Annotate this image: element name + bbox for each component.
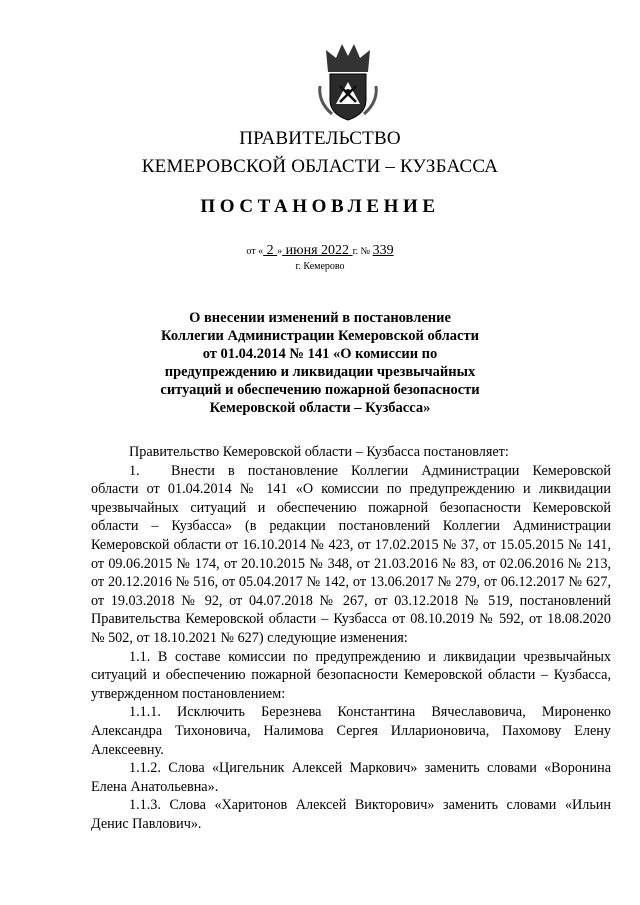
paragraph-1: [91, 462, 611, 648]
document-body: [91, 443, 611, 833]
date-number-line: [0, 243, 640, 259]
title-line: ситуаций и обеспечению пожарной безопасности: [160, 382, 480, 398]
date-prefix: от «: [246, 246, 264, 257]
government-name-line2: КЕМЕРОВСКОЙ ОБЛАСТИ – КУЗБАССА: [141, 156, 499, 177]
title-line: О внесении изменений в постановление: [189, 310, 451, 326]
paragraph-1-number: 1.: [129, 462, 140, 479]
date-mid: »: [277, 246, 283, 257]
document-title: [150, 309, 490, 417]
intro-paragraph: Правительство Кемеровской области – Кузбасса постановляет:: [129, 444, 509, 460]
title-line: предупреждению и ликвидации чрезвычайных: [164, 364, 476, 380]
title-line: Коллегии Администрации Кемеровской области: [161, 328, 479, 344]
paragraph-1-1-3: 1.1.3. Слова «Харитонов Алексей Викторович» заменить словами «Ильин Денис Павлович».: [91, 797, 611, 832]
document-type-heading: ПОСТАНОВЛЕНИЕ: [200, 196, 440, 217]
title-line: от 01.04.2014 № 141 «О комиссии по: [202, 346, 438, 362]
city-name: г. Кемерово: [295, 261, 345, 272]
paragraph-1-text: Внести в постановление Коллегии Администрации Кемеровской области от 01.04.2014 № 141 «О комиссии по предупреждению и ликвидации чрезвычайных ситуаций и обеспечению пожарной безопасности Кемеровской области – Кузбасса» (в редакции постановлений Коллегии Администрации Кемеровской области от 16.10.2014 № 423, от 17.02.2015 № 37, от 15.05.2015 № 141, от 09.06.2015 № 174, от 20.10.2015 № 348, от 21.03.2016 № 83, от 02.06.2016 № 213, от 20.12.2016 № 516, от 05.04.2017 № 142, от 13.06.2017 № 279, от 06.12.2017 № 627, от 19.03.2018 № 92, от 04.07.2018 № 267, от 03.12.2018 № 519, постановлений Правительства Кемеровской области – Кузбасса от 08.10.2019 № 592, от 18.08.2020 № 502, от 18.10.2021 № 627) следующие изменения:: [91, 462, 611, 646]
paragraph-1-1-1: 1.1.1. Исключить Березнева Константина Вячеславовича, Мироненко Александра Тихоновича, Налимова Сергея Илларионовича, Пахомову Елену Алексеевну.: [91, 704, 611, 758]
date-day: 2: [263, 243, 278, 258]
document-number: 339: [372, 243, 394, 258]
date-month-year: июня 2022: [282, 243, 353, 258]
paragraph-1-1: 1.1. В составе комиссии по предупреждению и ликвидации чрезвычайных ситуаций и обеспечению пожарной безопасности Кемеровской области – Кузбасса, утвержденном постановлением:: [91, 648, 611, 702]
title-line: Кемеровской области – Кузбасса»: [209, 400, 431, 416]
number-prefix: г. №: [352, 246, 373, 257]
paragraph-1-1-2: 1.1.2. Слова «Цигельник Алексей Маркович» заменить словами «Воронина Елена Анатольевна».: [91, 760, 611, 795]
government-name-line1: ПРАВИТЕЛЬСТВО: [239, 128, 401, 149]
coat-of-arms-icon: [316, 42, 380, 122]
